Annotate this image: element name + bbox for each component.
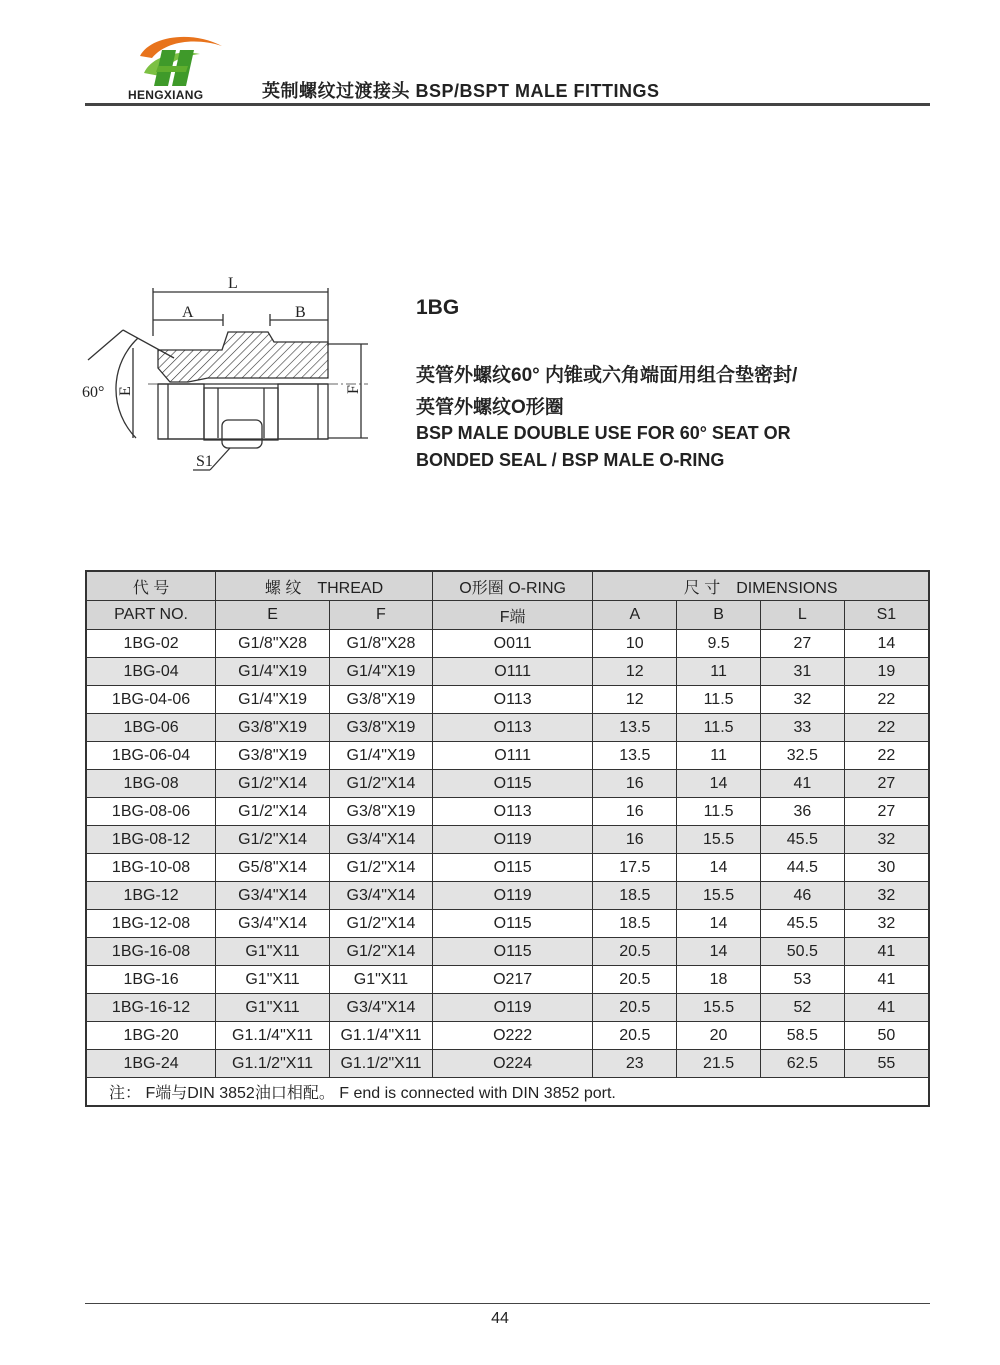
header-part-no: PART NO. [86,601,216,630]
cell-thread-F: G3/8"X19 [329,686,432,714]
cell-dim-A: 16 [593,798,677,826]
cell-thread-F: G1/2"X14 [329,854,432,882]
cell-thread-F: G1.1/2"X11 [329,1050,432,1078]
cell-thread-E: G1"X11 [216,966,330,994]
cell-dim-L: 31 [760,658,844,686]
dim-A-label: A [182,304,194,321]
cell-part-no: 1BG-08 [86,770,216,798]
cell-part-no: 1BG-16 [86,966,216,994]
table-row [86,910,929,938]
cell-thread-E: G3/4"X14 [216,910,330,938]
cell-dim-L: 46 [760,882,844,910]
table-row [86,798,929,826]
table-note-row [86,1078,929,1107]
cell-dim-S1: 55 [844,1050,929,1078]
product-desc-en-1: BSP MALE DOUBLE USE FOR 60° SEAT OR [416,423,791,443]
cell-part-no: 1BG-16-12 [86,994,216,1022]
cell-dim-B: 11.5 [677,714,761,742]
table-row [86,686,929,714]
cell-dim-A: 18.5 [593,882,677,910]
cell-dim-A: 20.5 [593,966,677,994]
cell-dim-S1: 22 [844,742,929,770]
cell-dim-S1: 14 [844,630,929,658]
cell-dim-A: 23 [593,1050,677,1078]
cell-oring: O115 [432,938,593,966]
cell-part-no: 1BG-06 [86,714,216,742]
header-B: B [677,601,761,630]
cell-oring: O115 [432,910,593,938]
cell-dim-A: 20.5 [593,1022,677,1050]
cell-dim-S1: 27 [844,770,929,798]
cell-oring: O119 [432,882,593,910]
cell-part-no: 1BG-16-08 [86,938,216,966]
cell-dim-L: 36 [760,798,844,826]
table-row [86,882,929,910]
cell-part-no: 1BG-10-08 [86,854,216,882]
header-F-end: F端 [432,601,593,630]
cell-part-no: 1BG-04-06 [86,686,216,714]
cell-thread-F: G1/8"X28 [329,630,432,658]
cell-dim-B: 20 [677,1022,761,1050]
table-row [86,714,929,742]
cell-dim-B: 9.5 [677,630,761,658]
cell-thread-F: G1/2"X14 [329,770,432,798]
cell-oring: O224 [432,1050,593,1078]
cell-dim-A: 16 [593,770,677,798]
cell-thread-E: G1/2"X14 [216,770,330,798]
table-row [86,966,929,994]
cell-dim-L: 44.5 [760,854,844,882]
header-dimensions: 尺 寸 DIMENSIONS [593,571,929,601]
cell-dim-B: 11.5 [677,798,761,826]
header-code: 代 号 [86,571,216,601]
cell-dim-A: 20.5 [593,938,677,966]
page-header-title: 英制螺纹过渡接头 BSP/BSPT MALE FITTINGS [262,81,660,101]
cell-dim-A: 12 [593,658,677,686]
cell-thread-E: G1/2"X14 [216,826,330,854]
cell-dim-B: 14 [677,770,761,798]
cell-dim-S1: 41 [844,994,929,1022]
table-row [86,938,929,966]
header-oring: O形圈 O-RING [432,571,593,601]
cell-dim-L: 58.5 [760,1022,844,1050]
cell-oring: O111 [432,742,593,770]
cell-part-no: 1BG-12-08 [86,910,216,938]
cell-dim-B: 11 [677,658,761,686]
table-row [86,742,929,770]
cell-oring: O113 [432,686,593,714]
brand-name: HENGXIANG [128,88,204,102]
header-E: E [216,601,330,630]
cell-oring: O119 [432,826,593,854]
cell-thread-E: G3/8"X19 [216,742,330,770]
cell-thread-E: G1.1/4"X11 [216,1022,330,1050]
product-desc-cn-1: 英管外螺纹60° 内锥或六角端面用组合垫密封/ [416,365,798,386]
table-row [86,630,929,658]
cell-dim-A: 10 [593,630,677,658]
cell-dim-B: 15.5 [677,882,761,910]
table-row [86,1022,929,1050]
cell-part-no: 1BG-20 [86,1022,216,1050]
fitting-drawing [78,270,388,475]
cell-thread-F: G3/4"X14 [329,994,432,1022]
cell-dim-A: 18.5 [593,910,677,938]
cell-dim-B: 18 [677,966,761,994]
product-desc-cn-2: 英管外螺纹O形圈 [416,397,564,418]
cell-thread-E: G3/8"X19 [216,714,330,742]
cell-dim-L: 45.5 [760,826,844,854]
spec-table [85,570,930,1107]
cell-dim-B: 14 [677,910,761,938]
spec-table-body [86,630,929,1078]
cell-dim-A: 13.5 [593,714,677,742]
cell-dim-L: 52 [760,994,844,1022]
cell-thread-E: G5/8"X14 [216,854,330,882]
cell-dim-S1: 30 [844,854,929,882]
table-note: 注： F端与DIN 3852油口相配。 F end is connected with DIN 3852 port. [86,1078,929,1107]
cell-oring: O115 [432,854,593,882]
cell-dim-A: 12 [593,686,677,714]
cell-oring: O115 [432,770,593,798]
cell-dim-S1: 19 [844,658,929,686]
cell-thread-E: G1/2"X14 [216,798,330,826]
cell-thread-F: G1/4"X19 [329,658,432,686]
cell-dim-L: 50.5 [760,938,844,966]
cell-thread-E: G1.1/2"X11 [216,1050,330,1078]
cell-dim-B: 14 [677,938,761,966]
cell-part-no: 1BG-08-12 [86,826,216,854]
header-thread: 螺 纹 THREAD [216,571,433,601]
angle-label: 60° [82,384,105,401]
cell-dim-S1: 32 [844,910,929,938]
cell-part-no: 1BG-04 [86,658,216,686]
cell-part-no: 1BG-02 [86,630,216,658]
dim-S1-label: S1 [196,453,213,470]
header-S1: S1 [844,601,929,630]
cell-dim-L: 32 [760,686,844,714]
header-L: L [760,601,844,630]
cell-dim-L: 45.5 [760,910,844,938]
cell-oring: O111 [432,658,593,686]
dim-L-label: L [228,275,238,292]
cell-dim-S1: 27 [844,798,929,826]
cell-dim-B: 15.5 [677,994,761,1022]
cell-thread-E: G1/8"X28 [216,630,330,658]
cell-dim-S1: 50 [844,1022,929,1050]
cell-oring: O113 [432,798,593,826]
cell-dim-B: 11.5 [677,686,761,714]
table-row [86,854,929,882]
dim-F-label: F [345,385,362,394]
cell-dim-L: 53 [760,966,844,994]
cell-dim-S1: 41 [844,966,929,994]
table-row [86,826,929,854]
cell-oring: O217 [432,966,593,994]
cell-dim-B: 21.5 [677,1050,761,1078]
cell-thread-F: G1/2"X14 [329,910,432,938]
cell-part-no: 1BG-12 [86,882,216,910]
table-header-row-1 [86,571,929,601]
cell-dim-L: 27 [760,630,844,658]
table-row [86,658,929,686]
cell-dim-B: 14 [677,854,761,882]
cell-part-no: 1BG-08-06 [86,798,216,826]
cell-part-no: 1BG-06-04 [86,742,216,770]
cell-dim-A: 13.5 [593,742,677,770]
cell-dim-S1: 41 [844,938,929,966]
cell-dim-A: 17.5 [593,854,677,882]
dim-E-label: E [117,386,134,396]
cell-thread-E: G1"X11 [216,994,330,1022]
cell-dim-L: 33 [760,714,844,742]
cell-dim-L: 32.5 [760,742,844,770]
cell-dim-B: 11 [677,742,761,770]
cell-thread-E: G1/4"X19 [216,658,330,686]
table-row [86,994,929,1022]
cell-thread-E: G1/4"X19 [216,686,330,714]
cell-oring: O119 [432,994,593,1022]
cell-dim-S1: 32 [844,826,929,854]
header-divider [85,103,930,106]
cell-dim-L: 41 [760,770,844,798]
cell-thread-F: G1/2"X14 [329,938,432,966]
product-model: 1BG [416,296,460,319]
cell-part-no: 1BG-24 [86,1050,216,1078]
table-row [86,770,929,798]
cell-thread-E: G3/4"X14 [216,882,330,910]
cell-thread-F: G3/8"X19 [329,798,432,826]
cell-thread-F: G3/4"X14 [329,882,432,910]
cell-oring: O222 [432,1022,593,1050]
cell-dim-L: 62.5 [760,1050,844,1078]
table-row [86,1050,929,1078]
cell-oring: O113 [432,714,593,742]
cell-thread-F: G3/8"X19 [329,714,432,742]
cell-thread-E: G1"X11 [216,938,330,966]
cell-dim-S1: 32 [844,882,929,910]
cell-thread-F: G3/4"X14 [329,826,432,854]
header-A: A [593,601,677,630]
cell-oring: O011 [432,630,593,658]
page-number: 44 [491,1310,509,1327]
cell-thread-F: G1.1/4"X11 [329,1022,432,1050]
dim-B-label: B [295,304,306,321]
cell-dim-A: 20.5 [593,994,677,1022]
cell-dim-B: 15.5 [677,826,761,854]
cell-thread-F: G1"X11 [329,966,432,994]
table-header-row-2 [86,601,929,630]
cell-dim-S1: 22 [844,714,929,742]
footer-divider [85,1303,930,1304]
cell-dim-A: 16 [593,826,677,854]
header-F: F [329,601,432,630]
cell-dim-S1: 22 [844,686,929,714]
product-desc-en-2: BONDED SEAL / BSP MALE O-RING [416,450,725,470]
cell-thread-F: G1/4"X19 [329,742,432,770]
